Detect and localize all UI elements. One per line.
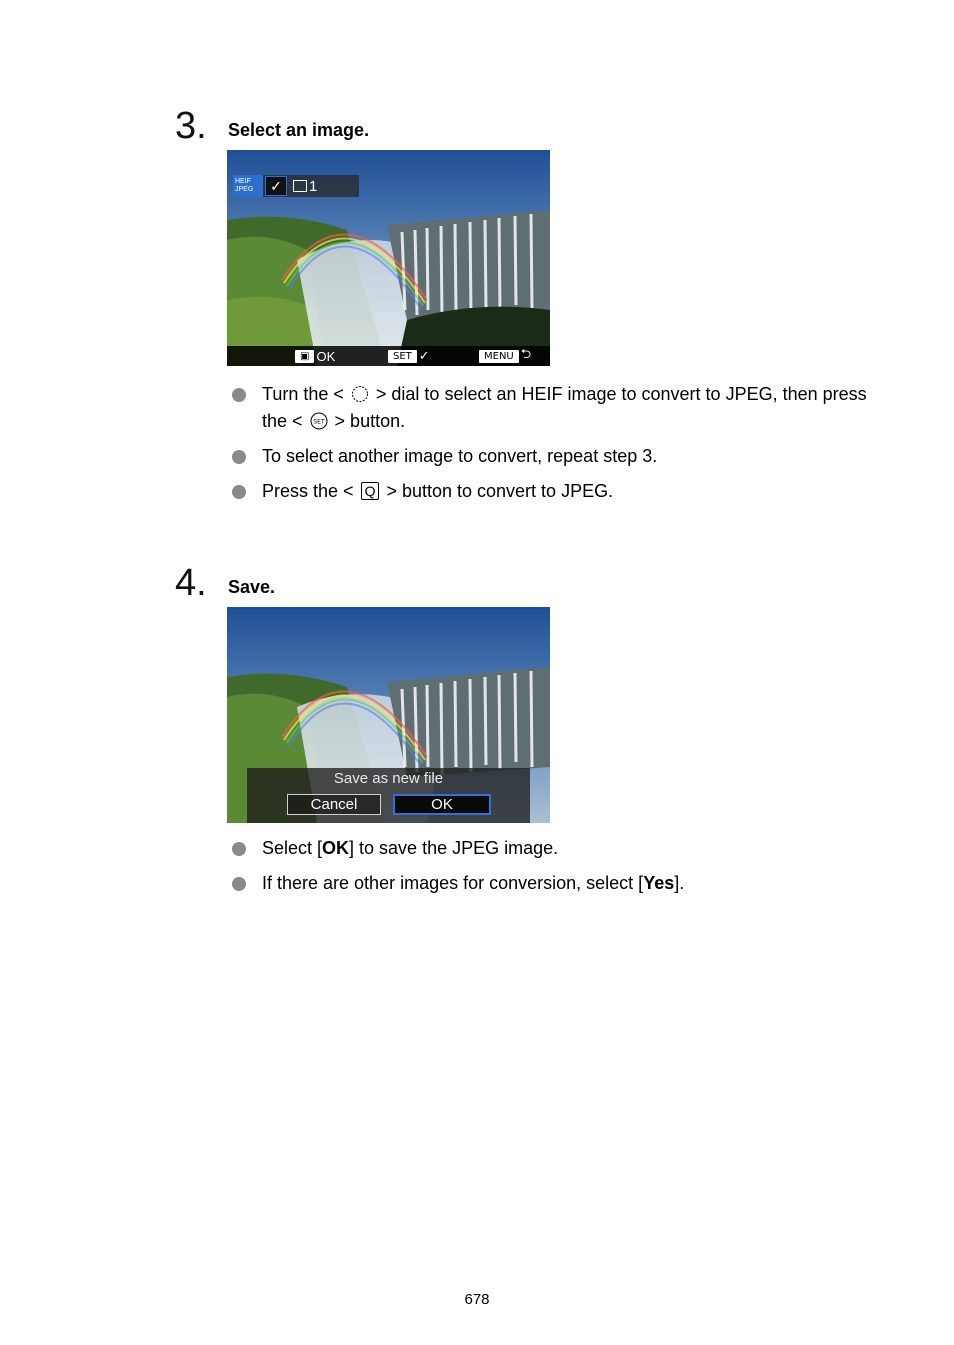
step-4-number: 4. xyxy=(175,562,207,604)
bullet-icon xyxy=(232,485,246,499)
q-key-icon: ▣ xyxy=(295,350,314,363)
list-item: If there are other images for conversion, select [Yes]. xyxy=(228,870,868,897)
list-item: To select another image to convert, repeat step 3. xyxy=(228,443,868,470)
image-status-bar xyxy=(233,175,359,197)
bullet-icon xyxy=(232,877,246,891)
bullet-icon xyxy=(232,842,246,856)
step-4-instructions xyxy=(228,835,868,905)
list-item: Select [OK] to save the JPEG image. xyxy=(228,835,868,862)
list-item: Press the < Q > button to convert to JPEG. xyxy=(228,478,868,505)
heif-to-jpeg-icon xyxy=(233,175,263,197)
selection-checkbox: ✓ xyxy=(265,176,287,196)
ok-button[interactable]: OK xyxy=(393,794,491,815)
main-dial-icon xyxy=(351,385,369,403)
bullet-icon xyxy=(232,388,246,402)
save-dialog xyxy=(247,768,530,823)
hint-q xyxy=(295,348,335,364)
step-3-instructions xyxy=(228,381,868,513)
hint-q-label: OK xyxy=(316,348,336,364)
selected-count-value: 1 xyxy=(309,177,318,195)
list-item: Turn the < > dial to select an HEIF image to convert to JPEG, then press the < SET > button. xyxy=(228,381,868,435)
cancel-button[interactable]: Cancel xyxy=(287,794,381,815)
selected-count xyxy=(293,178,317,195)
return-icon: ⮌ xyxy=(520,346,532,361)
step-3-number: 3. xyxy=(175,105,207,147)
hint-set xyxy=(388,348,430,364)
step-3-title: Select an image. xyxy=(228,120,370,140)
button-hint-bar xyxy=(227,346,550,366)
camera-screen-save xyxy=(227,607,550,823)
hint-menu xyxy=(479,348,531,364)
menu-key-icon: MENU xyxy=(479,350,519,363)
q-button-icon: Q xyxy=(361,482,380,500)
heif-label: HEIF xyxy=(235,178,251,185)
jpeg-label: JPEG xyxy=(235,186,254,193)
image-frame-icon xyxy=(293,180,307,192)
page-number: 678 xyxy=(464,1291,490,1308)
camera-screen-select-image xyxy=(227,150,550,366)
svg-text:SET: SET xyxy=(312,418,325,426)
bullet-icon xyxy=(232,450,246,464)
dialog-message: Save as new file xyxy=(333,770,444,787)
hint-set-label: ✓ xyxy=(418,348,430,363)
set-button-icon xyxy=(310,412,328,430)
step-4-title: Save. xyxy=(228,577,276,597)
set-key-icon: SET xyxy=(388,350,417,363)
